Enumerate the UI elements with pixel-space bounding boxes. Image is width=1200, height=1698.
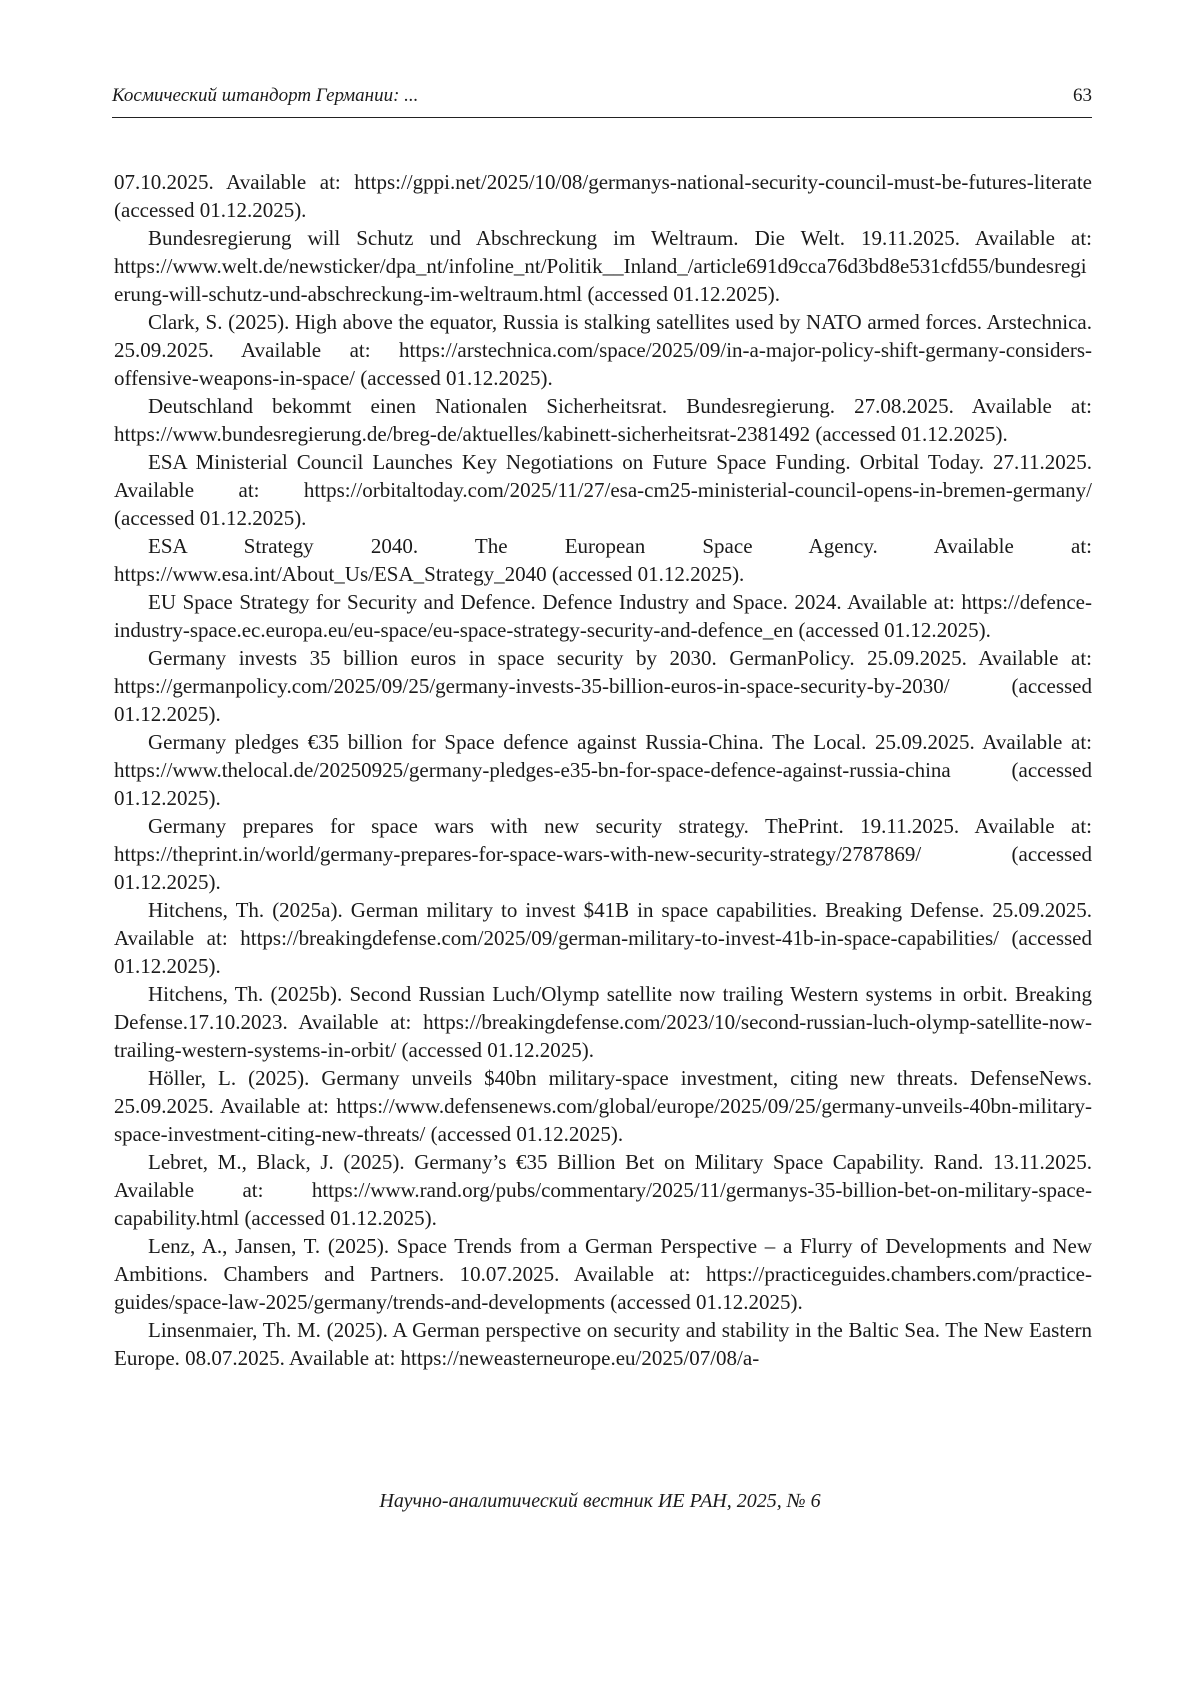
- reference-entry: Germany prepares for space wars with new security strategy. ThePrint. 19.11.2025. Available at: https://theprint.in/world/germany-prepares-for-space-wars-with-new-security-strategy/2787869/ (accessed 01.12.2025).: [114, 814, 1092, 894]
- reference-entry: Deutschland bekommt einen Nationalen Sicherheitsrat. Bundesregierung. 27.08.2025. Available at: https://www.bundesregierung.de/breg-de/aktuelles/kabinett-sicherheitsrat-2381492 (accessed 01.12.2025).: [114, 394, 1092, 446]
- reference-entry: ESA Ministerial Council Launches Key Negotiations on Future Space Funding. Orbital Today. 27.11.2025. Available at: https://orbitaltoday.com/2025/11/27/esa-cm25-ministerial-council-opens-in-bremen-germany/ (accessed 01.12.2025).: [114, 450, 1092, 530]
- reference-entry: Germany pledges €35 billion for Space defence against Russia-China. The Local. 25.09.2025. Available at: https://www.thelocal.de/20250925/germany-pledges-e35-bn-for-space-defence-against-russia-china (accessed 01.12.2025).: [114, 730, 1092, 810]
- reference-entry: Linsenmaier, Th. M. (2025). A German perspective on security and stability in the Baltic Sea. The New Eastern Europe. 08.07.2025. Available at: https://neweasterneurope.eu/2025/07/08/a-: [114, 1318, 1092, 1370]
- reference-entry: Germany invests 35 billion euros in space security by 2030. GermanPolicy. 25.09.2025. Available at: https://germanpolicy.com/2025/09/25/germany-invests-35-billion-euros-in-space-security-by-2030/ (accessed 01.12.2025).: [114, 646, 1092, 726]
- reference-entry: Hitchens, Th. (2025a). German military to invest $41B in space capabilities. Breaking Defense. 25.09.2025. Available at: https://breakingdefense.com/2025/09/german-military-to-invest-41b-in-space-capabilities/ (accessed 01.12.2025).: [114, 898, 1092, 978]
- reference-entry: Hitchens, Th. (2025b). Second Russian Luch/Olymp satellite now trailing Western systems in orbit. Breaking Defense.17.10.2023. Available at: https://breakingdefense.com/2023/10/second-russian-luch-olymp-satellite-now-trailing-western-systems-in-orbit/ (accessed 01.12.2025).: [114, 982, 1092, 1062]
- running-title: Космический штандорт Германии: ...: [112, 85, 419, 106]
- reference-list: [114, 168, 1092, 1372]
- reference-entry: ESA Strategy 2040. The European Space Agency. Available at: https://www.esa.int/About_Us/ESA_Strategy_2040 (accessed 01.12.2025).: [114, 534, 1092, 586]
- journal-footer: Научно-аналитический вестник ИЕ РАН, 2025, № 6: [379, 1490, 821, 1512]
- reference-entry: EU Space Strategy for Security and Defence. Defence Industry and Space. 2024. Available at: https://defence-industry-space.ec.europa.eu/eu-space/eu-space-strategy-security-and-defence_en (accessed 01.12.2025).: [114, 590, 1092, 642]
- reference-entry: 07.10.2025. Available at: https://gppi.net/2025/10/08/germanys-national-security-council-must-be-futures-literate (accessed 01.12.2025).: [114, 170, 1092, 222]
- reference-entry: Höller, L. (2025). Germany unveils $40bn military-space investment, citing new threats. DefenseNews. 25.09.2025. Available at: https://www.defensenews.com/global/europe/2025/09/25/germany-unveils-40bn-military-space-investment-citing-new-threats/ (accessed 01.12.2025).: [114, 1066, 1092, 1146]
- reference-entry: Clark, S. (2025). High above the equator, Russia is stalking satellites used by NATO armed forces. Arstechnica. 25.09.2025. Available at: https://arstechnica.com/space/2025/09/in-a-major-policy-shift-germany-considers-offensive-weapons-in-space/ (accessed 01.12.2025).: [114, 310, 1092, 390]
- reference-entry: Lebret, M., Black, J. (2025). Germany’s €35 Billion Bet on Military Space Capability. Rand. 13.11.2025. Available at: https://www.rand.org/pubs/commentary/2025/11/germanys-35-billion-bet-on-military-space-capability.html (accessed 01.12.2025).: [114, 1150, 1092, 1230]
- running-head: [112, 83, 1092, 118]
- page-number: 63: [1073, 85, 1092, 106]
- reference-entry: Lenz, A., Jansen, T. (2025). Space Trends from a German Perspective – a Flurry of Developments and New Ambitions. Chambers and Partners. 10.07.2025. Available at: https://practiceguides.chambers.com/practice-guides/space-law-2025/germany/trends-and-developments (accessed 01.12.2025).: [114, 1234, 1092, 1314]
- reference-entry: Bundesregierung will Schutz und Abschreckung im Weltraum. Die Welt. 19.11.2025. Available at: https://www.welt.de/newsticker/dpa_nt/infoline_nt/Politik__Inland_/article691d9cca76d3bd8e531cfd55/bundesregierung-will-schutz-und-abschreckung-im-weltraum.html (accessed 01.12.2025).: [114, 226, 1092, 306]
